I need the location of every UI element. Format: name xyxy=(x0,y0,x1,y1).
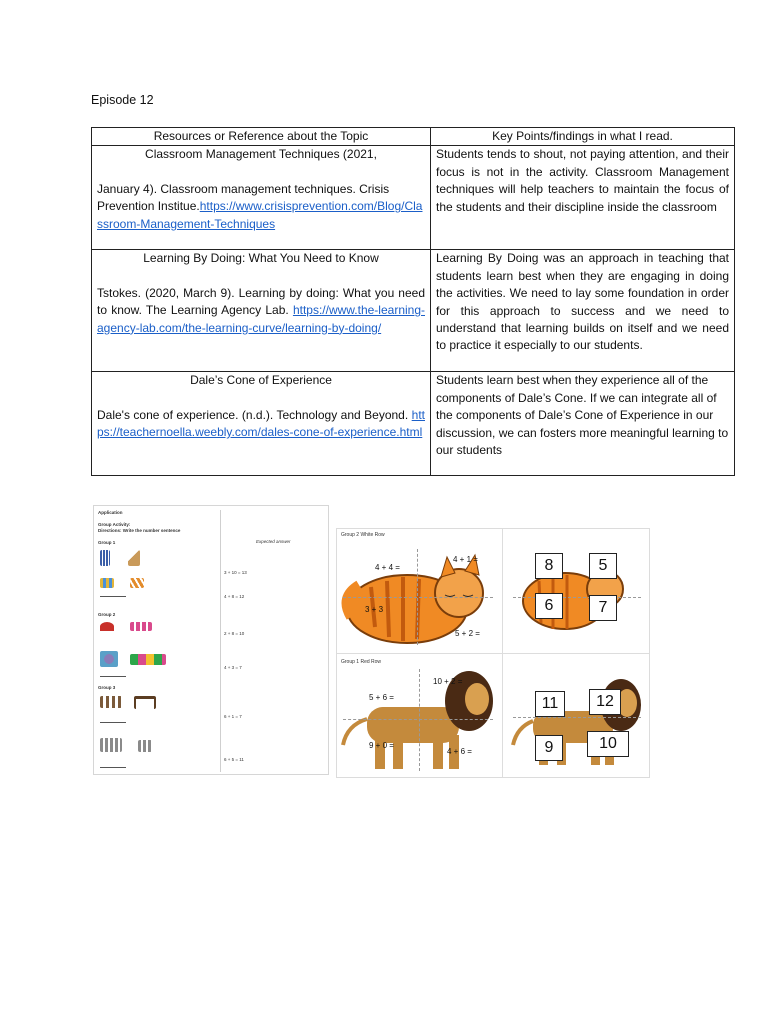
cut-line xyxy=(343,719,493,720)
worksheet-directions: Directions: Write the number sentence xyxy=(98,528,181,533)
table-row xyxy=(92,372,735,476)
pencils-icon xyxy=(130,578,144,588)
answer-line xyxy=(100,676,126,677)
answer-box: 7 xyxy=(589,595,617,621)
white-row-label: Group 2 White Row xyxy=(341,532,385,538)
answer-box: 6 xyxy=(535,593,563,619)
puzzle-image xyxy=(336,528,650,778)
cat-equation: 3 + 3 xyxy=(365,605,384,614)
reference-table xyxy=(91,127,735,476)
worksheet-divider xyxy=(220,510,221,772)
blocks-icon xyxy=(128,550,140,566)
cut-line xyxy=(419,669,420,771)
expected-answer: 6 + 1 = 7 xyxy=(224,714,242,719)
answer-box: 12 xyxy=(589,689,621,715)
worksheet-image xyxy=(93,505,329,775)
chairs-icon xyxy=(100,696,122,708)
reference-link[interactable]: https://www.crisisprevention.com/Blog/Classroom-Management-Techniques xyxy=(97,199,423,231)
worksheet-activity: Group Activity: xyxy=(98,522,131,527)
topic-title: Learning By Doing: What You Need to Know xyxy=(143,251,379,266)
chairs-icon xyxy=(138,740,152,752)
bags-icon xyxy=(130,654,166,665)
finding-cell: Students learn best when they experience all of the components of Dale’s Cone. If we can integrate all of the components of Dale’s Cone of Experience in our discussion, we can fosters more meaningful learning to our students xyxy=(431,372,735,476)
topic-title: Dale’s Cone of Experience xyxy=(190,373,332,388)
lion-equation: 9 + 0 = xyxy=(369,741,394,750)
lion-equation: 10 + 2 = xyxy=(433,677,463,686)
episode-title: Episode 12 xyxy=(91,93,154,107)
expected-answer: 3 + 10 = 13 xyxy=(224,570,247,575)
puzzle-divider xyxy=(337,653,649,654)
answer-line xyxy=(100,767,126,768)
table-icon xyxy=(134,696,156,709)
reference-cell xyxy=(92,146,431,250)
umbrella-icon xyxy=(100,622,114,631)
reference-cell xyxy=(92,250,431,372)
pencils-icon xyxy=(100,578,114,588)
cut-line xyxy=(513,597,641,598)
answer-box: 10 xyxy=(587,731,629,757)
finding-cell: Learning By Doing was an approach in teaching that students learn best when they are engaging in doing the activities. We need to lay some foundation in order for this approach to success and we need to understand that learning builds on itself and we need to practice it especially to our students. xyxy=(431,250,735,372)
balls-icon xyxy=(100,651,118,667)
citation-text: Tstokes. (2020, March 9). Learning by doing: What you need to know. The Learning Agency Lab. xyxy=(97,285,425,318)
answer-box: 5 xyxy=(589,553,617,579)
expected-answer: 6 + 5 = 11 xyxy=(224,757,244,762)
cat-equation: 4 + 4 = xyxy=(375,563,400,572)
header-key-points: Key Points/findings in what I read. xyxy=(431,128,735,146)
worksheet-group1: Group 1 xyxy=(98,540,116,545)
cut-line xyxy=(417,549,418,645)
blocks-icon xyxy=(100,550,110,566)
table-row xyxy=(92,146,735,250)
table-row xyxy=(92,250,735,372)
reference-cell xyxy=(92,372,431,476)
topic-title: Classroom Management Techniques (2021, xyxy=(145,147,377,162)
answer-line xyxy=(100,596,126,597)
cat-equation: 4 + 1 = xyxy=(453,555,478,564)
table-header-row xyxy=(92,128,735,146)
finding-cell: Students tends to shout, not paying attention, and their focus is not in the activity. Classroom Management techniques will help teachers to maintain the focus of the students and their discipline inside the classroom xyxy=(431,146,735,250)
worksheet-group3: Group 3 xyxy=(98,685,116,690)
cat-equation: 5 + 2 = xyxy=(455,629,480,638)
answer-box: 8 xyxy=(535,553,563,579)
answer-box: 9 xyxy=(535,735,563,761)
expected-answer: 4 + 8 = 12 xyxy=(224,594,245,599)
worksheet-expected: Expected answer xyxy=(256,539,291,544)
citation-text: Dale's cone of experience. (n.d.). Technology and Beyond. xyxy=(97,407,409,422)
answer-box: 11 xyxy=(535,691,565,717)
chairs-icon xyxy=(100,738,122,752)
reference-link[interactable]: https://www.the-learning-agency-lab.com/the-learning-curve/learning-by-doing/ xyxy=(97,303,425,335)
cut-line xyxy=(513,717,641,718)
expected-answer: 2 + 8 = 10 xyxy=(224,631,245,636)
lion-equation: 4 + 6 = xyxy=(447,747,472,756)
reference-link[interactable]: https://teachernoella.weebly.com/dales-cone-of-experience.html xyxy=(97,407,425,440)
citation-text: January 4). Classroom management techniques. Crisis Prevention Institue. xyxy=(97,181,390,214)
worksheet-heading: Application xyxy=(98,510,123,515)
header-resources: Resources or Reference about the Topic xyxy=(92,128,431,146)
umbrella-icon xyxy=(130,622,152,631)
answer-line xyxy=(100,722,126,723)
expected-answer: 4 + 3 = 7 xyxy=(224,665,242,670)
cut-line xyxy=(343,597,493,598)
worksheet-group2: Group 2 xyxy=(98,612,116,617)
red-row-label: Group 1 Red Row xyxy=(341,659,382,665)
lion-equation: 5 + 6 = xyxy=(369,693,394,702)
